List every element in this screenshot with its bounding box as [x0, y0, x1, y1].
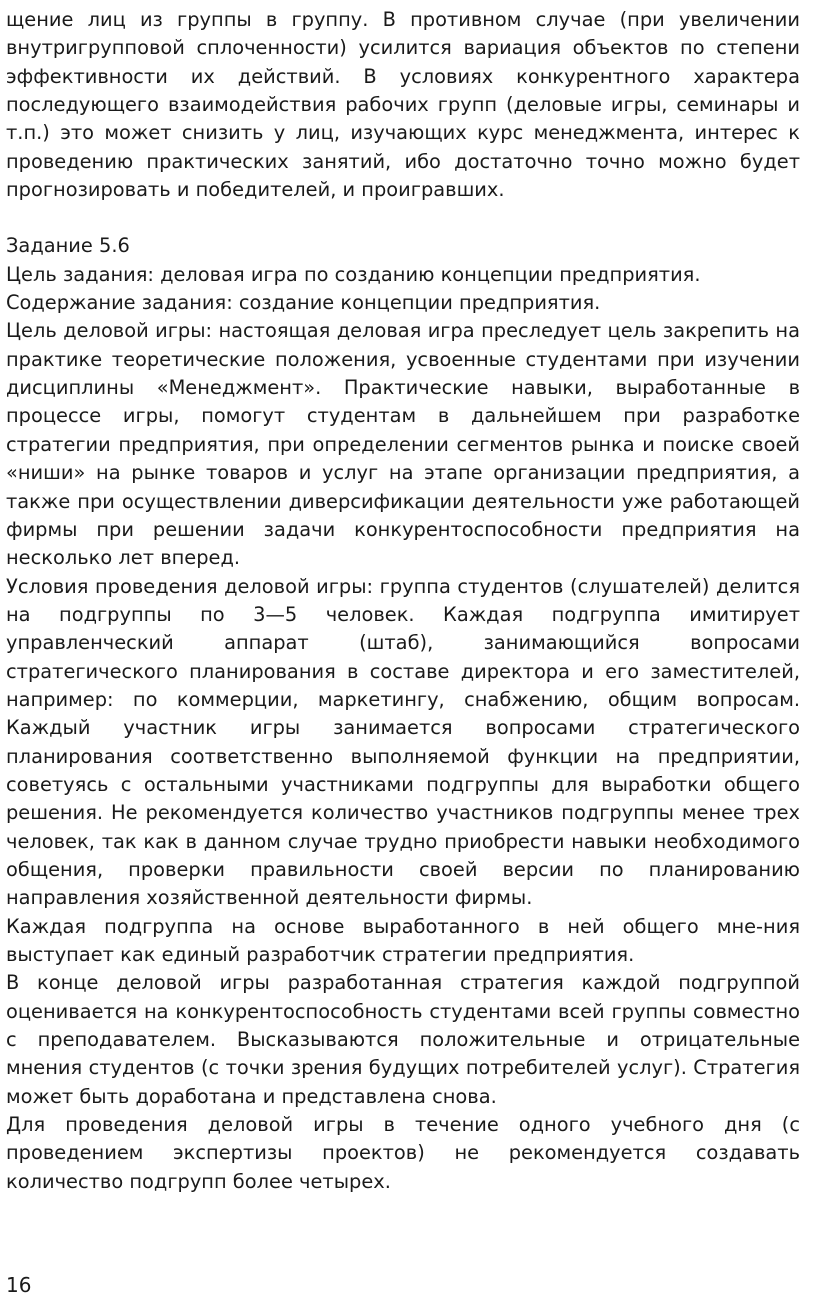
- subgroup-role: Каждая подгруппа на основе выработанного в ней общего мне-ния выступает как единый разработчик стратегии предприятия.: [6, 914, 800, 966]
- paragraph-continuation: щение лиц из группы в группу. В противном случае (при увеличении внутригрупповой сплоченности) усилится вариация объектов по степени эффективности их действий. В условиях конкурентного характера последующего взаимодействия рабочих групп (деловые игры, семинары и т.п.) это может снизить у лиц, изучающих курс менеджмента, интерес к проведению практических занятий, ибо достаточно точно можно будет прогнозировать и победителей, и проигравших.: [6, 8, 800, 202]
- task-content: Содержание задания: создание концепции предприятия.: [6, 291, 601, 315]
- task-goal: Цель задания: деловая игра по созданию концепции предприятия.: [6, 262, 701, 286]
- document-page: [6, 6, 800, 1196]
- strategy-evaluation: В конце деловой игры разработанная стратегия каждой подгруппой оценивается на конкурентоспособность студентами всей группы совместно с преподавателем. Высказываются положительные и отрицательные мнения студентов (с точки зрения будущих потребителей услуг). Стратегия может быть доработана и представлена снова.: [6, 971, 800, 1108]
- paragraph-gap: [6, 204, 800, 232]
- page-number: 16: [6, 1273, 32, 1297]
- subgroup-count: Для проведения деловой игры в течение одного учебного дня (с проведением экспертизы проектов) не рекомендуется создавать количество подгрупп более четырех.: [6, 1113, 800, 1193]
- game-conditions: Условия проведения деловой игры: группа студентов (слушателей) делится на подгруппы по 3—5 человек. Каждая подгруппа имитирует управленческий аппарат (штаб), занимающийся вопросами стратегического планирования в составе директора и его заместителей, например: по коммерции, маркетингу, снабжению, общим вопросам. Каждый участник игры занимается вопросами стратегического планирования соответственно выполняемой функции на предприятии, советуясь с остальными участниками подгруппы для выработки общего решения. Не рекомендуется количество участников подгруппы менее трех человек, так как в данном случае трудно приобрести навыки необходимого общения, проверки правильности своей версии по планированию направления хозяйственной деятельности фирмы.: [6, 574, 800, 910]
- game-goal: Цель деловой игры: настоящая деловая игра преследует цель закрепить на практике теоретические положения, усвоенные студентами при изучении дисциплины «Менеджмент». Практические навыки, выработанные в процессе игры, помогут студентам в дальнейшем при разработке стратегии предприятия, при определении сегментов рынка и поиске своей «ниши» на рынке товаров и услуг на этапе организации предприятия, а также при осуществлении диверсификации деятельности уже работающей фирмы при решении задачи конкурентоспособности предприятия на несколько лет вперед.: [6, 319, 800, 570]
- task-heading: Задание 5.6: [6, 234, 130, 258]
